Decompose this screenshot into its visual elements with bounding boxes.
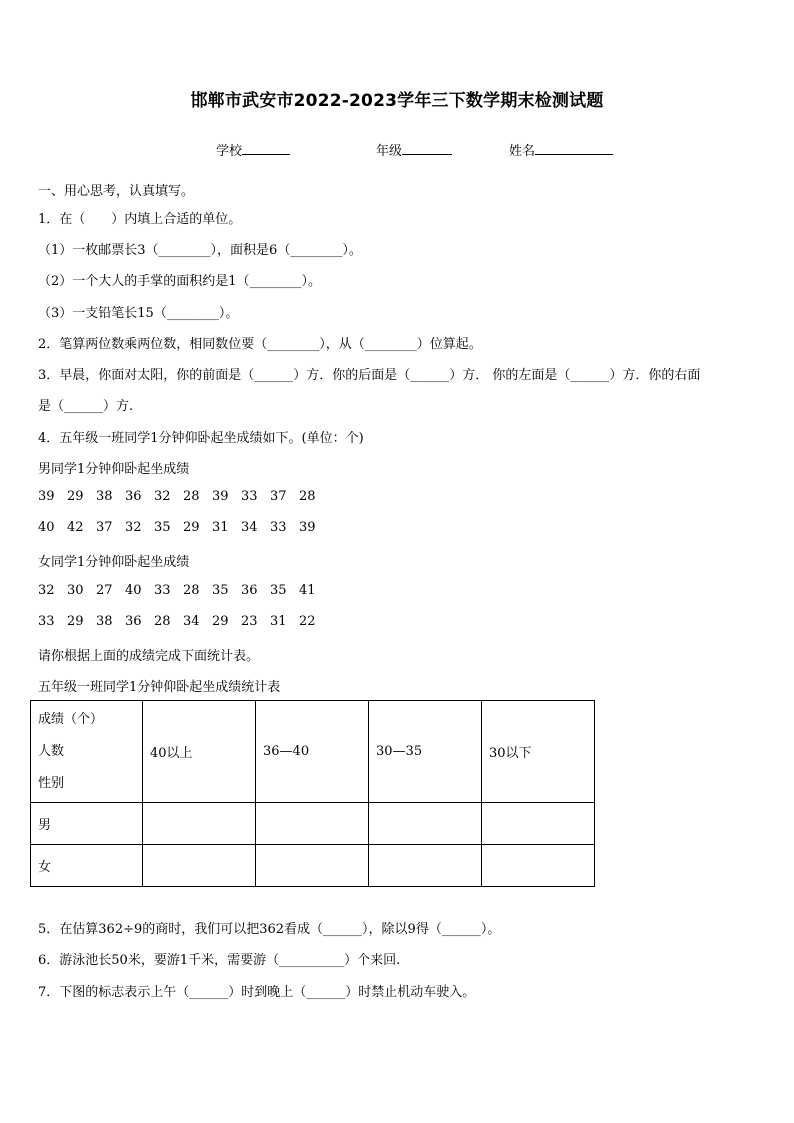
- score-value: 28: [154, 614, 171, 629]
- score-value: 29: [212, 614, 229, 629]
- score-value: 27: [96, 583, 113, 598]
- score-value: 35: [270, 583, 287, 598]
- question-1: 1．在（ ）内填上合适的单位。: [38, 212, 242, 227]
- column-header: 36—40: [256, 701, 369, 803]
- name-label: 姓名: [509, 144, 536, 159]
- score-value: 39: [38, 489, 55, 504]
- score-value: 36: [241, 583, 258, 598]
- table-cell: [369, 845, 482, 887]
- score-value: 37: [270, 489, 287, 504]
- score-value: 33: [270, 520, 287, 535]
- name-field: [509, 140, 613, 159]
- boys-scores-label: 男同学1分钟仰卧起坐成绩: [38, 462, 190, 477]
- question-3-line-1: 3．早晨，你面对太阳，你的前面是（______）方．你的后面是（______）方． 你的左面是（______）方．你的右面: [38, 368, 701, 383]
- score-value: 36: [125, 489, 142, 504]
- corner-label-score: 成绩（个）: [38, 711, 104, 727]
- table-corner-cell: [31, 701, 143, 803]
- score-value: 32: [154, 489, 171, 504]
- question-3-line-2: 是（______）方.: [38, 399, 134, 414]
- corner-label-count: 人数: [38, 743, 65, 759]
- score-value: 32: [125, 520, 142, 535]
- row-header: 女: [31, 845, 143, 887]
- score-value: 38: [96, 489, 113, 504]
- page-title: 邯郸市武安市2022-2023学年三下数学期末检测试题: [190, 91, 604, 111]
- table-title: 五年级一班同学1分钟仰卧起坐成绩统计表: [38, 680, 281, 695]
- score-value: 39: [299, 520, 316, 535]
- question-5: 5．在估算362÷9的商时，我们可以把362看成（______），除以9得（______）。: [38, 922, 501, 937]
- score-value: 33: [154, 583, 171, 598]
- question-1-part-2: （2）一个大人的手掌的面积约是1（________）。: [38, 274, 322, 289]
- score-value: 32: [38, 583, 55, 598]
- name-blank: [535, 141, 613, 155]
- question-2: 2．笔算两位数乘两位数，相同数位要（________），从（________）位算起。: [38, 337, 482, 352]
- girls-scores-row-2: [38, 614, 328, 629]
- score-value: 28: [183, 489, 200, 504]
- girls-scores-row-1: [38, 583, 328, 598]
- table-instruction: 请你根据上面的成绩完成下面统计表。: [38, 649, 260, 664]
- grade-field: [376, 140, 452, 159]
- score-value: 35: [154, 520, 171, 535]
- score-value: 29: [67, 614, 84, 629]
- score-value: 30: [67, 583, 84, 598]
- table-cell: [482, 803, 595, 845]
- question-4: 4．五年级一班同学1分钟仰卧起坐成绩如下。(单位：个): [38, 431, 364, 446]
- column-header: 30以下: [482, 701, 595, 803]
- score-value: 33: [38, 614, 55, 629]
- question-1-part-3: （3）一支铅笔长15（________）。: [38, 306, 239, 321]
- table-cell: [143, 845, 256, 887]
- corner-label-gender: 性别: [38, 775, 65, 791]
- question-1-part-1: （1）一枚邮票长3（________），面积是6（________）。: [38, 243, 362, 258]
- score-value: 28: [299, 489, 316, 504]
- girls-scores-label: 女同学1分钟仰卧起坐成绩: [38, 555, 190, 570]
- score-value: 41: [299, 583, 316, 598]
- boys-scores-row-2: [38, 520, 328, 535]
- score-value: 23: [241, 614, 258, 629]
- score-value: 37: [96, 520, 113, 535]
- score-value: 38: [96, 614, 113, 629]
- section-heading: 一、用心思考，认真填写。: [38, 184, 195, 199]
- question-7: 7．下图的标志表示上午（______）时到晚上（______）时禁止机动车驶入。: [38, 985, 476, 1000]
- score-value: 34: [183, 614, 200, 629]
- grade-blank: [402, 141, 452, 155]
- score-value: 29: [183, 520, 200, 535]
- school-field: [216, 140, 290, 159]
- score-value: 42: [67, 520, 84, 535]
- school-label: 学校: [216, 144, 243, 159]
- score-value: 35: [212, 583, 229, 598]
- score-value: 39: [212, 489, 229, 504]
- score-value: 29: [67, 489, 84, 504]
- table-cell: [369, 803, 482, 845]
- table-cell: [482, 845, 595, 887]
- table-row: [31, 803, 595, 845]
- boys-scores-row-1: [38, 489, 328, 504]
- row-header: 男: [31, 803, 143, 845]
- column-header: 40以上: [143, 701, 256, 803]
- grade-label: 年级: [376, 144, 403, 159]
- score-value: 28: [183, 583, 200, 598]
- question-6: 6．游泳池长50米，要游1千米，需要游（__________）个来回.: [38, 953, 401, 968]
- score-value: 36: [125, 614, 142, 629]
- school-blank: [242, 141, 290, 155]
- score-value: 22: [299, 614, 316, 629]
- score-value: 31: [270, 614, 287, 629]
- score-value: 31: [212, 520, 229, 535]
- table-cell: [256, 803, 369, 845]
- column-header: 30—35: [369, 701, 482, 803]
- table-cell: [256, 845, 369, 887]
- score-value: 33: [241, 489, 258, 504]
- table-row: [31, 845, 595, 887]
- table-header-row: [31, 701, 595, 803]
- score-value: 34: [241, 520, 258, 535]
- score-value: 40: [125, 583, 142, 598]
- table-cell: [143, 803, 256, 845]
- score-value: 40: [38, 520, 55, 535]
- stats-table: [30, 700, 595, 887]
